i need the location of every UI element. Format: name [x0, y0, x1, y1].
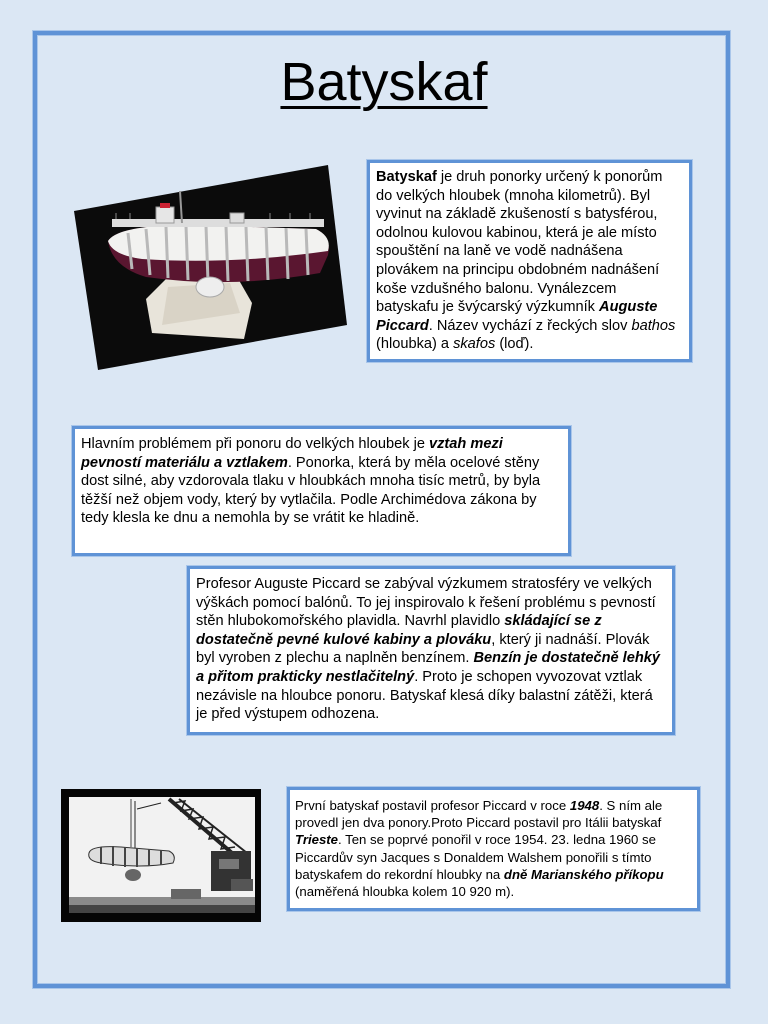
page-title: Batyskaf: [280, 52, 488, 112]
history-text: . Ten se poprvé ponořil v roce 1954. 23. ledna 1960 se Piccardův syn Jacques s Donaldem Walshem ponořili s tímto batyskafem do rekordní hloubky na: [295, 832, 656, 882]
word-bathos: bathos: [631, 317, 676, 334]
intro-text: (hloubka) a: [376, 336, 454, 353]
history-text-box: [287, 787, 700, 911]
name-trieste: Trieste: [295, 832, 339, 848]
history-text: (naměřená hloubka kolem 10 920 m).: [295, 884, 515, 900]
bathyscaphe-model-photo: [70, 163, 350, 373]
intro-text: . Název vychází z řeckých slov: [428, 317, 632, 334]
highlight-mariana-trench: dně Marianského příkopu: [503, 866, 664, 882]
problem-text-box: [72, 426, 571, 556]
name-auguste-piccard: Auguste Piccard: [376, 299, 658, 334]
problem-text: Hlavním problémem při ponoru do velkých hloubek je: [81, 436, 429, 452]
history-text: První batyskaf postavil profesor Piccard v roce: [295, 798, 570, 813]
intro-text-box: [367, 160, 692, 362]
design-text-box: [187, 566, 675, 735]
year-1948: 1948: [569, 798, 600, 813]
word-skafos: skafos: [453, 336, 496, 353]
history-text: . S ním ale provedl jen dva ponory.Proto Piccard postavil pro Itálii batyskaf: [295, 798, 663, 831]
problem-text: . Ponorka, která by měla ocelové stěny dost silné, aby vzdorovala tlaku v hloubkách mnoha tisíc metrů, by byla těžší než objem vody, který by vytlačila. Podle Archimédova zákona by tedy klesla ke dnu a nemohla by se vrátit ke hladině.: [81, 454, 541, 527]
design-text: , který ji nadnáší. Plovák byl vyroben z plechu a naplněn benzínem.: [196, 631, 650, 667]
term-batyskaf: Batyskaf: [376, 169, 437, 185]
trieste-crane-photo: [61, 789, 261, 922]
highlight-petrol: Benzín je dostatečně lehký a přitom prakticky nestlačitelný: [196, 650, 661, 685]
design-text: Profesor Auguste Piccard se zabýval výzkumem stratosféry ve velkých výškách pomocí balónů. To jej inspirovalo k řešení problému s pevností stěn hlubokomořského plavidla. Navrhl plavidlo: [196, 576, 656, 630]
highlight-strength-buoyancy: vztah mezi pevností materiálu a vztlakem: [81, 436, 503, 471]
design-text: . Proto je schopen vyvozovat vztlak nezávisle na hloubce ponoru. Batyskaf klesá díky balastní zátěži, která je před výstupem odhozena.: [196, 668, 653, 723]
intro-text: je druh ponorky určený k ponorům do velkých hloubek (mnoha kilometrů). Byl vyvinut na základě zkušeností s batysférou, odolnou kulovou kabinou, která je ale místo spouštění na laně ve vodě nadnášena plovákem na principu obdobném nadnášení koše vzdušného balonu. Vynálezcem batyskafu je švýcarský výzkumník: [376, 169, 663, 316]
highlight-cabin-float: skládající se z dostatečně pevné kulové kabiny a plováku: [196, 613, 602, 648]
intro-text: (loď).: [495, 336, 534, 353]
